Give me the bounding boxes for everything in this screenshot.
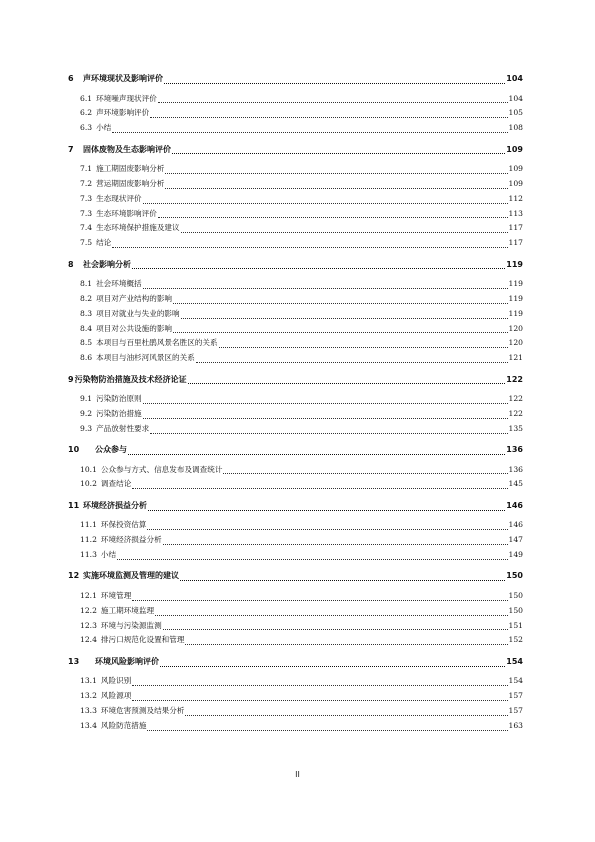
dot-leader: [181, 222, 508, 233]
toc-chapter-row[interactable]: [68, 258, 523, 273]
toc-section-page: 112: [508, 193, 523, 203]
toc-section-page: 109: [508, 164, 523, 174]
toc-section-title: [80, 589, 131, 604]
toc-section-title: [80, 207, 157, 222]
toc-section-page: 104: [508, 93, 523, 103]
toc-section-row[interactable]: [68, 704, 523, 719]
toc-section-title: [80, 704, 184, 719]
table-of-contents: [68, 72, 523, 734]
toc-section-label: 风险防范措施: [100, 720, 147, 730]
dot-leader: [181, 308, 508, 319]
dot-leader: [219, 337, 508, 348]
dot-leader: [163, 619, 508, 630]
toc-section-row[interactable]: [68, 292, 523, 307]
toc-section-label: 污染防治原则: [96, 394, 142, 404]
toc-chapter-number: 10: [68, 445, 80, 455]
toc-section-title: [80, 221, 180, 236]
toc-section-number: 12.1: [80, 591, 97, 601]
toc-section-number: 9.2: [80, 408, 93, 418]
toc-section-page: 136: [508, 464, 523, 474]
dot-leader: [165, 178, 507, 189]
toc-chapter-row[interactable]: [68, 143, 523, 158]
toc-section-number: 8.6: [80, 353, 93, 363]
dot-leader: [188, 373, 506, 384]
toc-section-page: 119: [508, 308, 523, 318]
toc-section-number: 7.3: [80, 193, 93, 203]
toc-section-number: 12.4: [80, 635, 97, 645]
toc-section-label: 施工期固废影响分析: [96, 164, 165, 174]
toc-chapter-number: 6: [68, 74, 74, 83]
toc-section-page: 119: [508, 279, 523, 289]
toc-section-title: [80, 277, 142, 292]
toc-section-page: 135: [508, 423, 523, 433]
toc-section-label: 本项目与百里杜鹃风景名胜区的关系: [96, 338, 218, 348]
toc-chapter-label: 污染物防治措施及技术经济论证: [74, 374, 187, 384]
toc-section-page: 154: [508, 676, 523, 686]
toc-section-page: 146: [508, 520, 523, 530]
toc-section-title: [80, 533, 162, 548]
toc-section-row[interactable]: [68, 351, 523, 366]
toc-section-row[interactable]: [68, 518, 523, 533]
toc-section-label: 调查结论: [100, 479, 132, 489]
toc-section-label: 生态环境保护措施及建议: [96, 223, 180, 233]
toc-section-row[interactable]: [68, 689, 523, 704]
toc-section-title: [80, 604, 154, 619]
toc-section-row[interactable]: [68, 336, 523, 351]
toc-chapter-page: 122: [506, 374, 523, 384]
toc-section-row[interactable]: [68, 162, 523, 177]
toc-section-page: 150: [508, 591, 523, 601]
toc-section-row[interactable]: [68, 307, 523, 322]
toc-section-title: [80, 463, 222, 478]
toc-section-row[interactable]: [68, 192, 523, 207]
toc-section-row[interactable]: [68, 106, 523, 121]
toc-section-label: 结论: [96, 238, 112, 248]
toc-chapter-title: [68, 72, 163, 87]
page-number-footer: II: [295, 770, 300, 779]
toc-section-number: 7.2: [80, 178, 93, 188]
dot-leader: [172, 143, 505, 154]
toc-chapter-row[interactable]: [68, 569, 523, 584]
dot-leader: [173, 322, 507, 333]
toc-chapter-title: [68, 655, 159, 670]
dot-leader: [185, 634, 507, 645]
toc-section-label: 风险源项: [100, 691, 132, 701]
toc-section-label: 项目对公共设施的影响: [96, 323, 173, 333]
toc-section-label: 营运期固废影响分析: [96, 178, 165, 188]
dot-leader: [163, 534, 508, 545]
toc-section-number: 10.1: [80, 464, 97, 474]
toc-chapter-number: 7: [68, 144, 74, 154]
dot-leader: [223, 463, 507, 474]
toc-section-number: 8.1: [80, 279, 93, 289]
toc-section-row[interactable]: [68, 177, 523, 192]
toc-section-label: 小结: [96, 123, 112, 133]
toc-section-number: 9.1: [80, 394, 93, 404]
toc-section-label: 风险识别: [100, 676, 132, 686]
toc-section-title: [80, 619, 162, 634]
toc-section-title: [80, 407, 142, 422]
toc-section-number: 11.2: [80, 535, 97, 545]
toc-section-number: 6.1: [80, 93, 93, 103]
toc-chapter-label: 环境经济损益分析: [83, 500, 147, 510]
toc-chapter-page: 136: [506, 445, 523, 455]
toc-section-title: [80, 121, 111, 136]
toc-section-page: 120: [508, 323, 523, 333]
toc-chapter-row[interactable]: [68, 655, 523, 670]
toc-chapter-page: 119: [506, 259, 523, 269]
toc-chapter-page: 150: [506, 571, 523, 581]
toc-section-title: [80, 633, 184, 648]
toc-section-row[interactable]: [68, 121, 523, 136]
toc-section-row[interactable]: [68, 207, 523, 222]
dot-leader: [112, 122, 507, 133]
dot-leader: [117, 549, 507, 560]
dot-leader: [158, 207, 508, 218]
toc-section-page: 120: [508, 338, 523, 348]
toc-section-row[interactable]: [68, 548, 523, 563]
toc-section-title: [80, 548, 116, 563]
toc-section-label: 生态环境影响评价: [96, 208, 157, 218]
toc-section-page: 109: [508, 178, 523, 188]
toc-section-label: 小结: [100, 550, 117, 560]
toc-section-page: 122: [508, 394, 523, 404]
toc-section-number: 8.4: [80, 323, 93, 333]
toc-section-number: 7.1: [80, 164, 93, 174]
dot-leader: [150, 107, 507, 118]
toc-section-page: 152: [508, 635, 523, 645]
toc-section-page: 105: [508, 108, 523, 118]
toc-section-label: 环境经济损益分析: [100, 535, 162, 545]
dot-leader: [196, 352, 508, 363]
toc-section-row[interactable]: [68, 604, 523, 619]
toc-section-row[interactable]: [68, 221, 523, 236]
toc-section-title: [80, 322, 172, 337]
toc-section-label: 环境与污染源监测: [100, 620, 162, 630]
toc-section-label: 环境管理: [100, 591, 132, 601]
toc-section-label: 环保投资估算: [100, 520, 147, 530]
toc-section-title: [80, 192, 142, 207]
toc-section-number: 13.4: [80, 720, 97, 730]
dot-leader: [143, 278, 508, 289]
toc-section-number: 9.3: [80, 423, 93, 433]
dot-leader: [143, 408, 508, 419]
toc-section-row[interactable]: [68, 589, 523, 604]
toc-chapter-label: 公众参与: [95, 445, 127, 455]
toc-section-page: 119: [508, 293, 523, 303]
toc-chapter-row[interactable]: [68, 72, 523, 87]
toc-section-number: 11.1: [80, 520, 97, 530]
toc-section-row[interactable]: [68, 322, 523, 337]
toc-chapter-label: 环境风险影响评价: [95, 656, 159, 666]
toc-section-label: 产品放射性要求: [96, 423, 150, 433]
toc-section-page: 113: [508, 208, 523, 218]
toc-section-title: [80, 177, 164, 192]
toc-section-row[interactable]: [68, 422, 523, 437]
dot-leader: [132, 478, 507, 489]
toc-section-title: [80, 307, 180, 322]
toc-section-title: [80, 477, 131, 492]
dot-leader: [150, 423, 507, 434]
toc-section-page: 157: [508, 691, 523, 701]
toc-section-row[interactable]: [68, 277, 523, 292]
toc-chapter-title: [68, 373, 187, 388]
toc-section-label: 生态现状评价: [96, 193, 142, 203]
toc-chapter-title: [68, 143, 171, 158]
toc-chapter-page: 109: [506, 144, 523, 154]
toc-section-row[interactable]: [68, 392, 523, 407]
dot-leader: [180, 570, 505, 581]
toc-section-label: 本项目与油杉河风景区的关系: [96, 353, 195, 363]
toc-section-page: 108: [508, 123, 523, 133]
dot-leader: [185, 705, 507, 716]
toc-section-row[interactable]: [68, 236, 523, 251]
dot-leader: [147, 720, 507, 731]
dot-leader: [147, 519, 507, 530]
toc-chapter-page: 146: [506, 500, 523, 510]
toc-chapter-title: [68, 569, 179, 584]
toc-section-title: [80, 719, 146, 734]
toc-section-title: [80, 392, 142, 407]
toc-section-number: 13.2: [80, 691, 97, 701]
dot-leader: [112, 237, 507, 248]
toc-chapter-row[interactable]: [68, 499, 523, 514]
toc-section-title: [80, 518, 146, 533]
toc-section-number: 7.5: [80, 238, 93, 248]
toc-section-number: 7.4: [80, 223, 93, 233]
toc-chapter-row[interactable]: [68, 373, 523, 388]
toc-chapter-page: 154: [506, 656, 523, 666]
toc-section-number: 6.3: [80, 123, 93, 133]
toc-chapter-number: 11: [68, 500, 80, 510]
toc-section-label: 项目对就业与失业的影响: [96, 308, 180, 318]
toc-section-page: 151: [508, 620, 523, 630]
toc-section-label: 排污口规范化设置和管理: [100, 635, 185, 645]
toc-section-label: 项目对产业结构的影响: [96, 293, 173, 303]
toc-section-row[interactable]: [68, 92, 523, 107]
toc-section-number: 13.3: [80, 706, 97, 716]
dot-leader: [132, 690, 507, 701]
toc-section-row[interactable]: [68, 477, 523, 492]
toc-section-page: 150: [508, 605, 523, 615]
toc-section-number: 7.3: [80, 208, 93, 218]
toc-section-number: 10.2: [80, 479, 97, 489]
toc-section-label: 施工期环境监理: [100, 605, 155, 615]
toc-section-title: [80, 236, 111, 251]
toc-chapter-number: 13: [68, 656, 80, 666]
toc-chapter-label: 固体废物及生态影响评价: [83, 144, 171, 154]
toc-section-row[interactable]: [68, 674, 523, 689]
toc-section-number: 12.2: [80, 605, 97, 615]
toc-section-number: 8.3: [80, 308, 93, 318]
toc-section-row[interactable]: [68, 407, 523, 422]
dot-leader: [143, 193, 508, 204]
toc-section-page: 157: [508, 706, 523, 716]
toc-chapter-label: 声环境现状及影响评价: [83, 74, 163, 83]
toc-section-label: 公众参与方式、信息发布及调查统计: [100, 464, 223, 474]
toc-chapter-number: 8: [68, 259, 74, 269]
toc-section-number: 6.2: [80, 108, 93, 118]
dot-leader: [148, 500, 505, 511]
toc-section-label: 声环境影响评价: [96, 108, 150, 118]
dot-leader: [132, 258, 505, 269]
toc-chapter-label: 社会影响分析: [83, 259, 131, 269]
toc-section-label: 环境危害预测及结果分析: [100, 706, 185, 716]
toc-section-row[interactable]: [68, 463, 523, 478]
dot-leader: [143, 393, 508, 404]
toc-chapter-title: [68, 499, 147, 514]
toc-section-number: 8.5: [80, 338, 93, 348]
toc-section-number: 12.3: [80, 620, 97, 630]
dot-leader: [128, 444, 505, 455]
toc-chapter-label: 实施环境监测及管理的建议: [83, 571, 179, 581]
toc-section-title: [80, 292, 172, 307]
toc-section-title: [80, 674, 131, 689]
toc-section-row[interactable]: [68, 533, 523, 548]
toc-section-title: [80, 92, 157, 107]
toc-section-title: [80, 422, 149, 437]
toc-chapter-row[interactable]: [68, 443, 523, 458]
dot-leader: [173, 293, 507, 304]
toc-section-page: 121: [508, 353, 523, 363]
toc-section-title: [80, 162, 164, 177]
toc-section-number: 11.3: [80, 550, 97, 560]
toc-section-page: 117: [508, 223, 523, 233]
toc-chapter-title: [68, 258, 131, 273]
toc-chapter-page: 104: [506, 74, 523, 83]
dot-leader: [160, 656, 505, 667]
dot-leader: [164, 73, 505, 84]
toc-section-page: 122: [508, 408, 523, 418]
toc-section-row[interactable]: [68, 719, 523, 734]
dot-leader: [132, 675, 507, 686]
dot-leader: [165, 163, 507, 174]
dot-leader: [155, 605, 507, 616]
dot-leader: [132, 590, 507, 601]
toc-section-page: 145: [508, 479, 523, 489]
toc-section-label: 环境噪声现状评价: [96, 93, 157, 103]
toc-chapter-title: [68, 443, 127, 458]
toc-section-page: 149: [508, 550, 523, 560]
toc-section-label: 社会环境概括: [96, 279, 142, 289]
toc-section-number: 13.1: [80, 676, 97, 686]
toc-section-number: 8.2: [80, 293, 93, 303]
toc-chapter-number: 12: [68, 571, 80, 581]
toc-section-title: [80, 689, 131, 704]
toc-section-label: 污染防治措施: [96, 408, 142, 418]
dot-leader: [158, 92, 508, 103]
toc-section-title: [80, 106, 149, 121]
toc-section-title: [80, 336, 218, 351]
toc-section-page: 117: [508, 238, 523, 248]
toc-section-title: [80, 351, 195, 366]
toc-chapter-number: 9: [68, 374, 74, 384]
toc-section-row[interactable]: [68, 633, 523, 648]
toc-section-row[interactable]: [68, 619, 523, 634]
toc-section-page: 147: [508, 535, 523, 545]
toc-section-page: 163: [508, 720, 523, 730]
